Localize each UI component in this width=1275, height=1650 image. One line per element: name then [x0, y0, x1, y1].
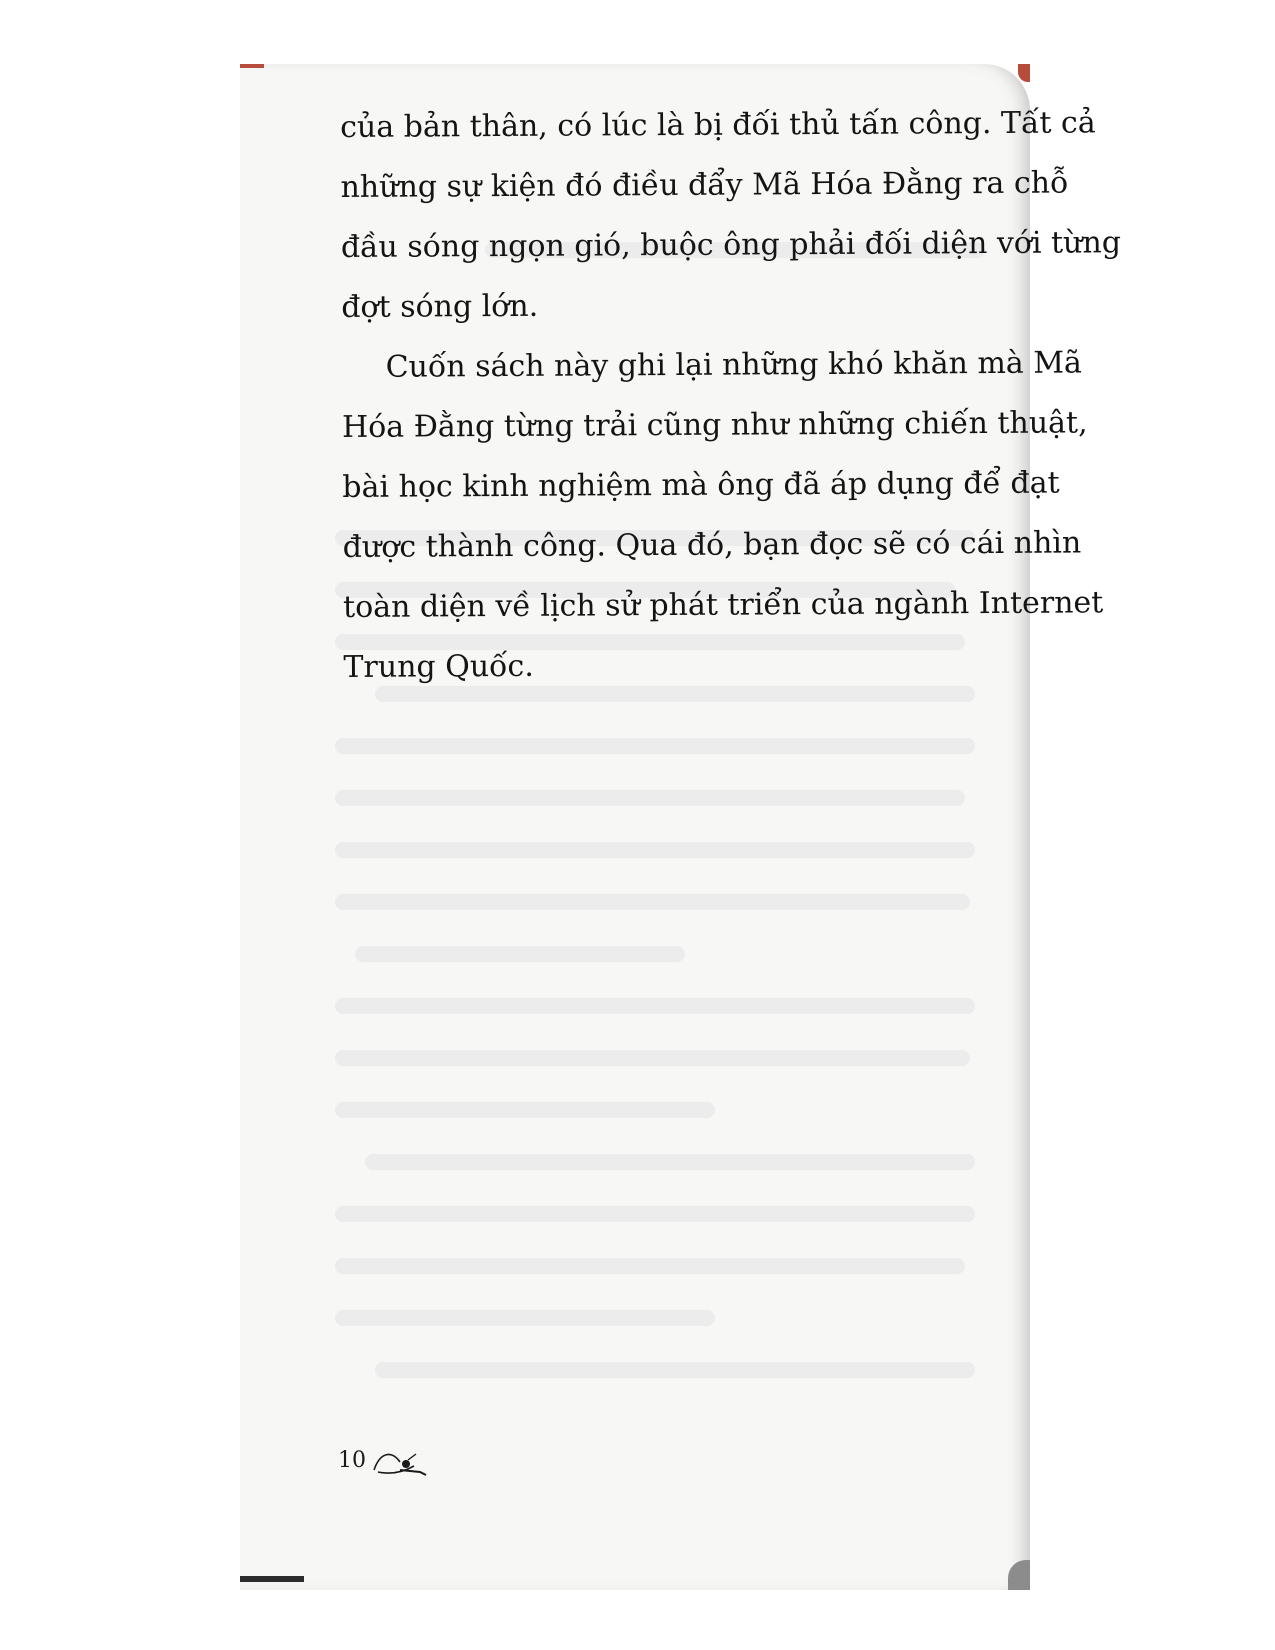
text-line: toàn diện về lịch sử phát triển của ngành Internet — [343, 585, 1104, 625]
text-line: được thành công. Qua đó, bạn đọc sẽ có cái nhìn — [342, 525, 1082, 565]
paragraph-start-line: Cuốn sách này ghi lại những khó khăn mà Mã — [385, 345, 1082, 385]
cover-edge-top-right — [1018, 64, 1030, 82]
page-footer — [338, 1444, 430, 1478]
text-line: đợt sóng lớn. — [341, 288, 539, 325]
page-number: 10 — [338, 1448, 366, 1473]
text-line: của bản thân, có lúc là bị đối thủ tấn công. Tất cả — [340, 105, 1096, 145]
body-text — [340, 94, 1122, 698]
text-line: Hóa Đằng từng trải cũng như những chiến thuật, — [341, 405, 1088, 445]
text-line: Trung Quốc. — [343, 648, 534, 685]
fishing-figure-ornament-icon — [370, 1444, 430, 1478]
cover-edge-bottom-left — [240, 1576, 304, 1582]
text-line: bài học kinh nghiệm mà ông đã áp dụng để đạt — [342, 465, 1060, 505]
cover-edge-top-left — [240, 64, 264, 68]
text-line: đầu sóng ngọn gió, buộc ông phải đối diện với từng — [340, 225, 1122, 265]
text-line: những sự kiện đó điều đẩy Mã Hóa Đằng ra chỗ — [340, 165, 1069, 205]
